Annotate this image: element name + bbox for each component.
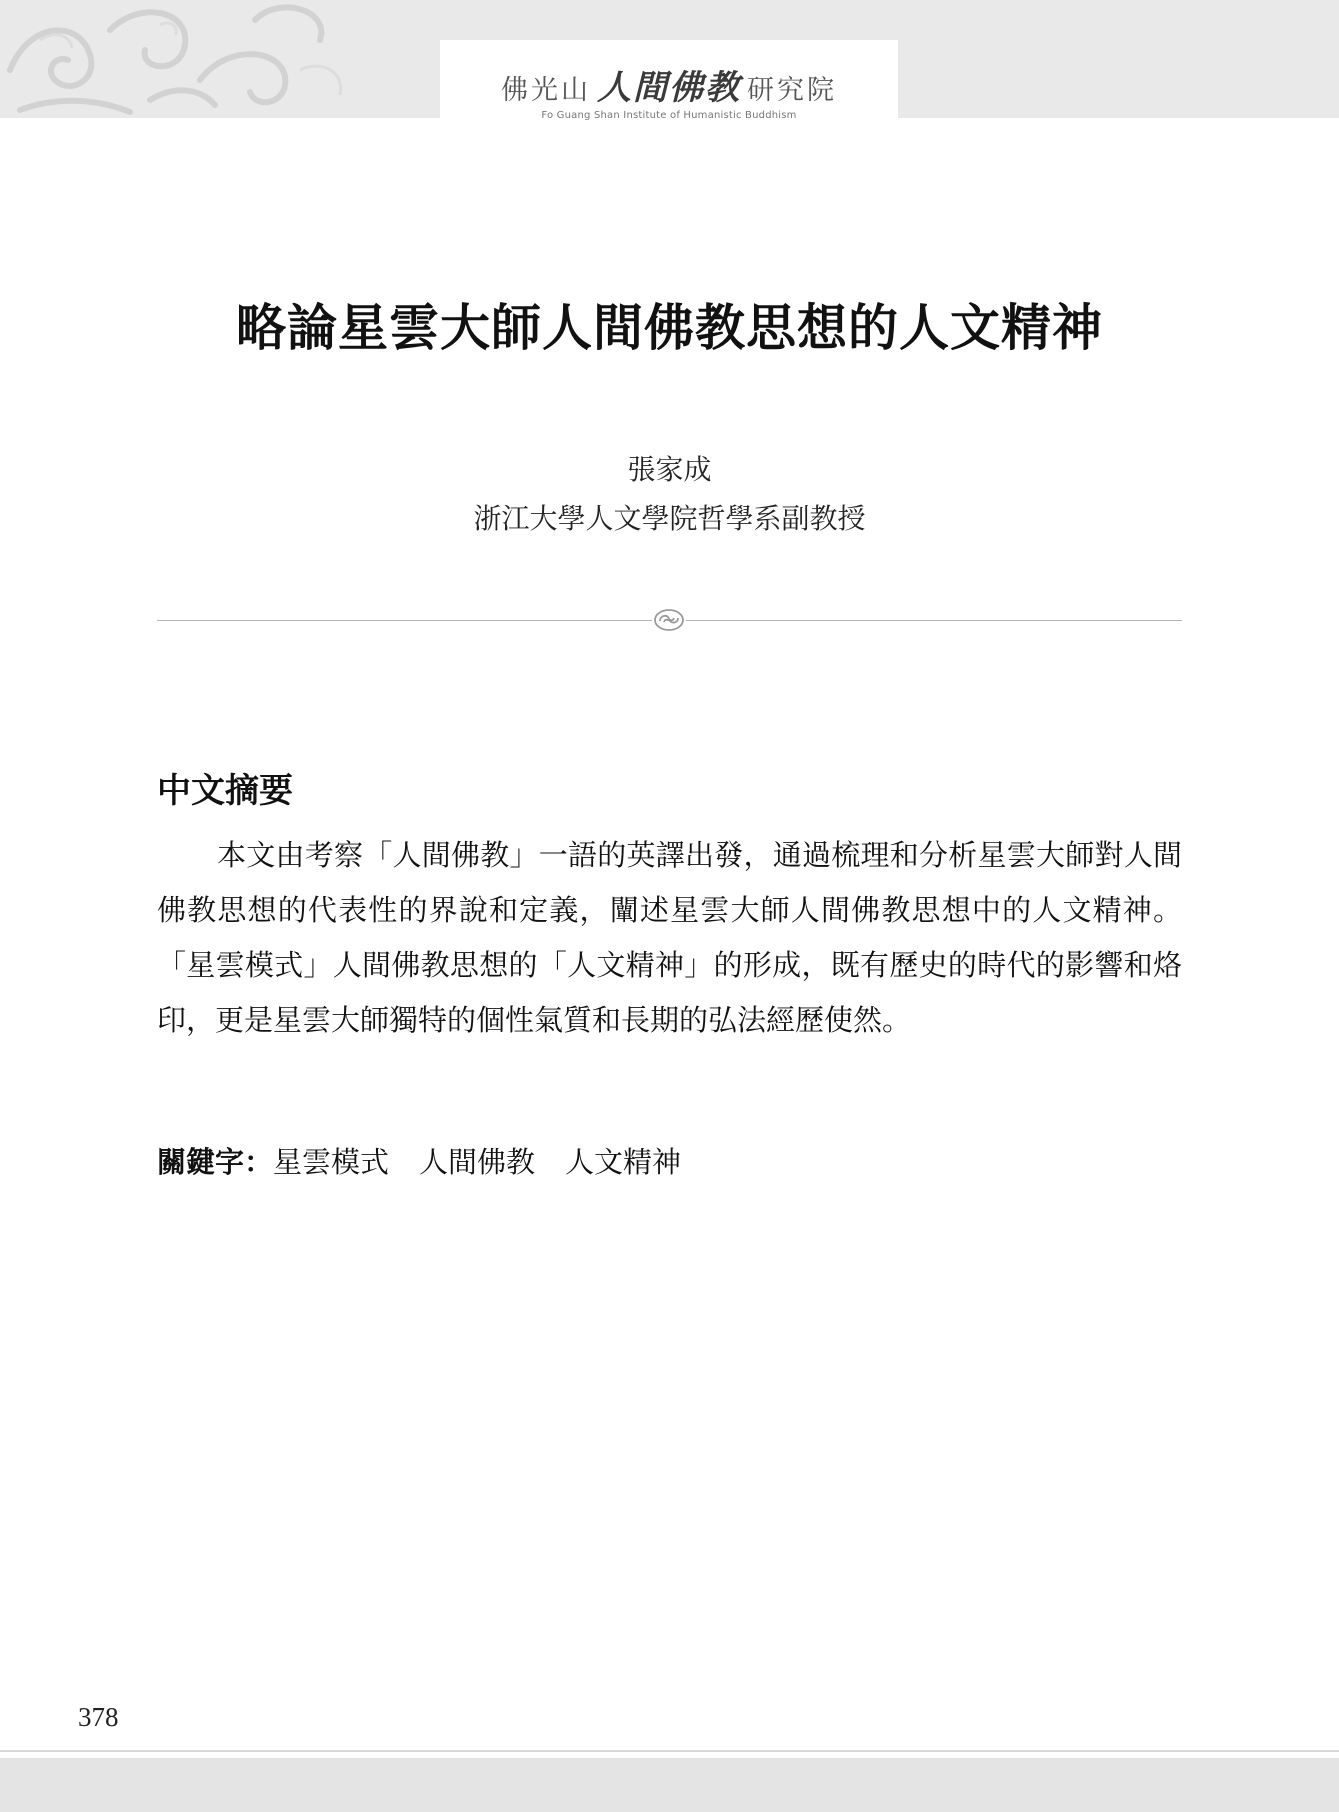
keywords-label: 關鍵字： xyxy=(157,1145,274,1179)
page-number: 378 xyxy=(78,1702,119,1732)
header-title-box xyxy=(440,40,898,132)
divider-swirl-icon xyxy=(652,607,686,633)
institute-brand-calligraphy: 人間佛教 xyxy=(597,68,741,108)
header-band xyxy=(0,0,1339,121)
keyword-item: 人文精神 xyxy=(565,1145,682,1179)
keywords-line xyxy=(157,1140,711,1181)
institute-title xyxy=(440,60,898,109)
keyword-item: 人間佛教 xyxy=(419,1145,536,1179)
institute-title-prefix: 佛光山 xyxy=(501,75,591,106)
abstract-heading: 中文摘要 xyxy=(157,771,293,811)
author-name: 張家成 xyxy=(627,453,712,486)
institute-subtitle: Fo Guang Shan Institute of Humanistic Buddhism xyxy=(541,110,797,121)
abstract-body: 本文由考察「人間佛教」一語的英譯出發，通過梳理和分析星雲大師對人間佛教思想的代表性的界說和定義，闡述星雲大師人間佛教思想中的人文精神。「星雲模式」人間佛教思想的「人文精神」的形成，既有歷史的時代的影響和烙印，更是星雲大師獨特的個性氣質和長期的弘法經歷使然。 xyxy=(157,838,1182,1037)
footer-band xyxy=(0,1758,1339,1812)
author-affiliation: 浙江大學人文學院哲學系副教授 xyxy=(473,502,866,535)
institute-title-suffix: 研究院 xyxy=(747,75,837,106)
paper-title: 略論星雲大師人間佛教思想的人文精神 xyxy=(236,298,1103,357)
keyword-item: 星雲模式 xyxy=(273,1145,390,1179)
decorative-cloud-ornament xyxy=(0,0,360,118)
footer-rule xyxy=(0,1750,1339,1752)
